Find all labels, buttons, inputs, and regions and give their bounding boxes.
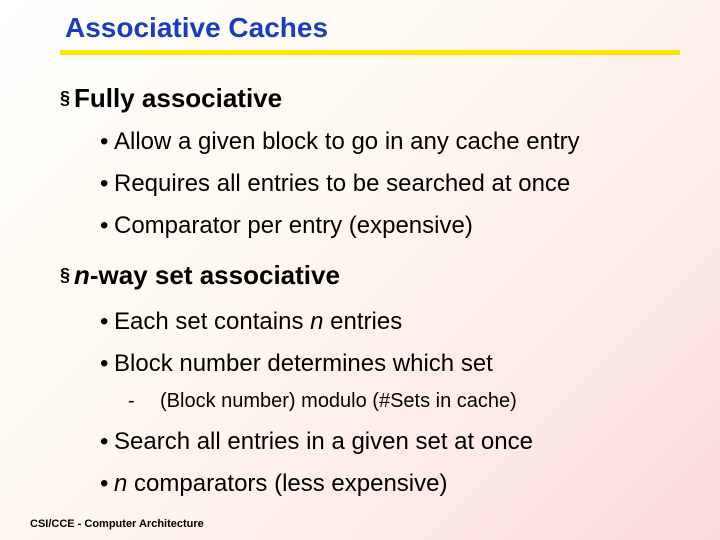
bullet-icon: •	[100, 128, 109, 155]
dash-icon: -	[128, 390, 135, 412]
list-item: • Block number determines which set	[100, 350, 493, 377]
list-item: • Allow a given block to go in any cache entry	[100, 128, 580, 155]
bullet-icon: •	[100, 170, 109, 197]
title-underline	[60, 50, 680, 55]
list-item: • Each set contains n entries	[100, 308, 403, 335]
list-item: • n comparators (less expensive)	[100, 470, 448, 497]
section-marker-icon: §	[60, 265, 71, 285]
section-heading-set-associative: § n-way set associative	[60, 260, 340, 290]
section-marker-icon: §	[60, 88, 71, 108]
slide-footer: CSI/CCE - Computer Architecture	[30, 518, 204, 530]
section-heading-fully-associative	[60, 83, 282, 114]
bullet-icon: •	[100, 470, 109, 497]
bullet-icon: •	[100, 428, 109, 455]
bullet-icon: •	[100, 308, 109, 335]
sub-list-item: - (Block number) modulo (#Sets in cache)	[128, 390, 517, 412]
list-item: • Search all entries in a given set at once	[100, 428, 533, 455]
slide-title: Associative Caches	[65, 12, 329, 43]
list-item: • Requires all entries to be searched at once	[100, 170, 571, 197]
section-heading-text: Fully associative	[74, 83, 283, 113]
bullet-icon: •	[100, 350, 109, 377]
bullet-icon: •	[100, 212, 109, 239]
list-item: • Comparator per entry (expensive)	[100, 212, 473, 239]
